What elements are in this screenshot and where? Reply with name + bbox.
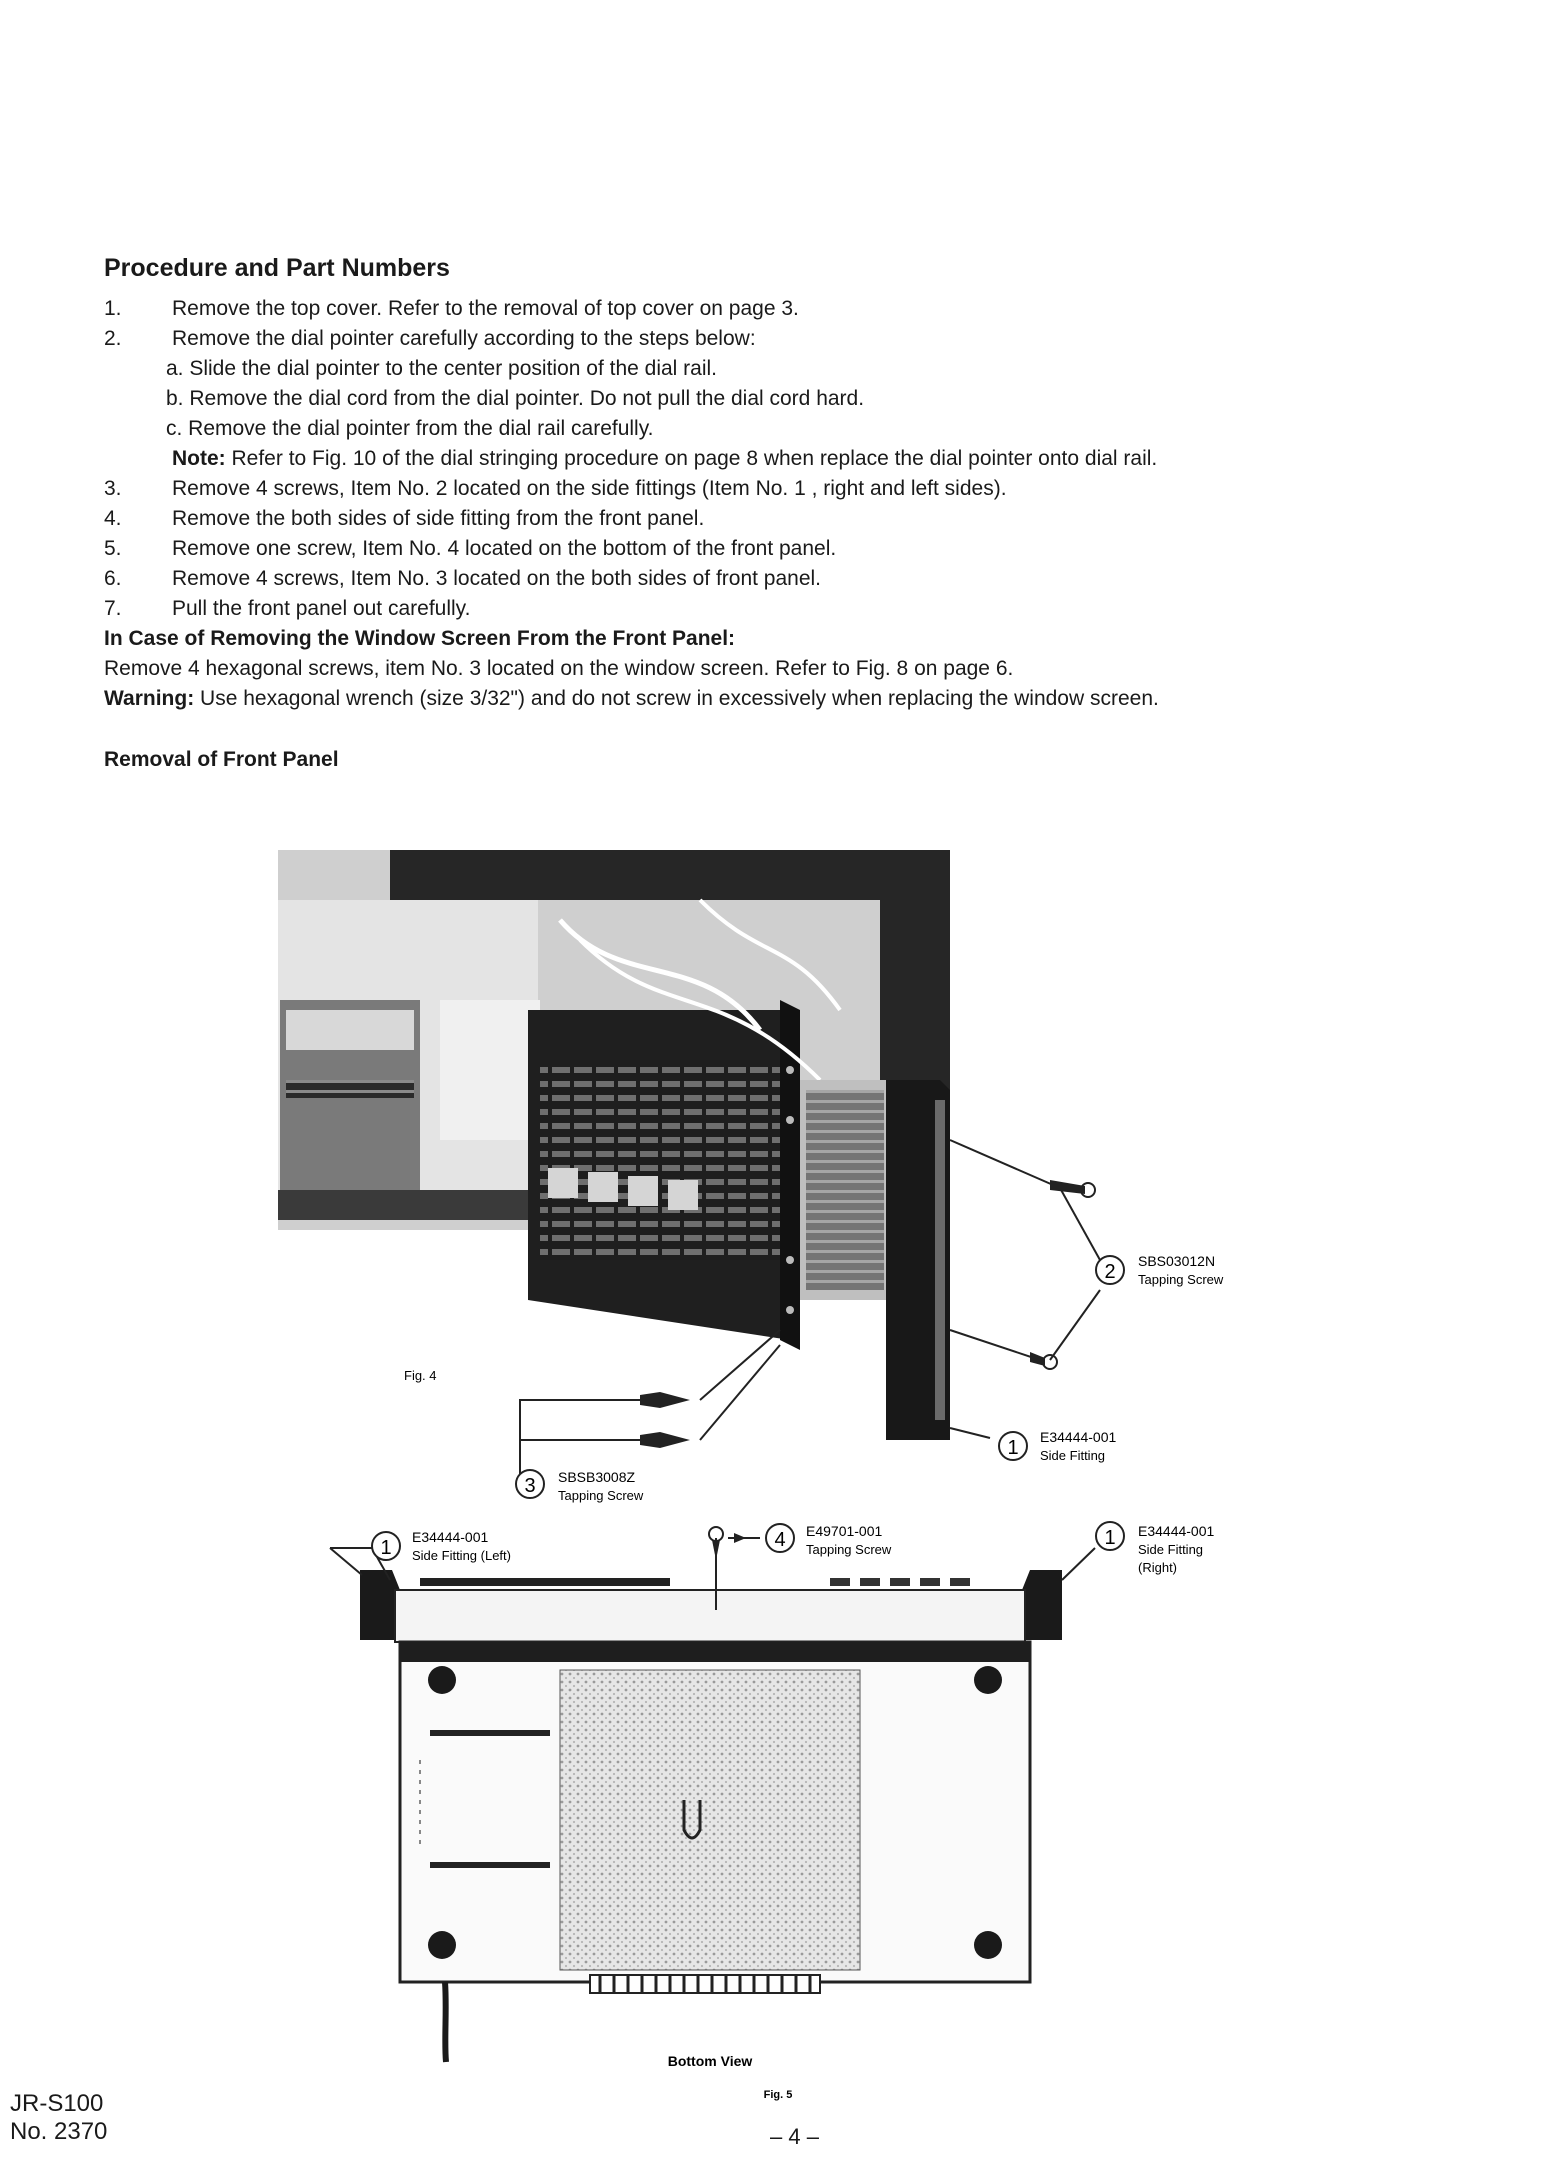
step-number: 5.: [104, 537, 122, 560]
part-number: E34444-001: [1040, 1429, 1117, 1445]
step-number: 1.: [104, 297, 122, 320]
page-number: – 4 –: [770, 2124, 819, 2149]
section-heading: Procedure and Part Numbers: [104, 254, 450, 282]
bottom-view-label: Bottom View: [667, 2053, 753, 2069]
step-number: 3.: [104, 477, 122, 500]
part-description-2: (Right): [1138, 1560, 1178, 1575]
step-text: Pull the front panel out carefully.: [172, 597, 471, 620]
callout-number: 1: [380, 1537, 392, 1559]
note-label: Note:: [172, 447, 226, 470]
window-screen-text: Remove 4 hexagonal screws, item No. 3 located on the window screen. Refer to Fig. 8 on page 6.: [104, 657, 1014, 680]
fig4-receiver-photo: [278, 850, 950, 1440]
part-description: Tapping Screw: [1138, 1272, 1224, 1287]
part-number: SBSB3008Z: [558, 1469, 636, 1485]
part-number: E34444-001: [1138, 1523, 1215, 1539]
document-number: No. 2370: [10, 2118, 108, 2145]
callout-1-side: [999, 1429, 1117, 1463]
part-description: Tapping Screw: [558, 1488, 644, 1503]
fig5-bottom-view: [360, 1538, 1062, 2062]
window-screen-heading: In Case of Removing the Window Screen From the Front Panel:: [104, 627, 736, 650]
substep-c: c. Remove the dial pointer from the dial rail carefully.: [166, 417, 654, 440]
step-text: Remove 4 screws, Item No. 3 located on the both sides of front panel.: [172, 567, 822, 590]
step-number: 2.: [104, 327, 122, 350]
note-text: Refer to Fig. 10 of the dial stringing procedure on page 8 when replace the dial pointer onto dial rail.: [225, 447, 1158, 470]
part-description: Side Fitting: [1138, 1542, 1204, 1557]
part-description: Side Fitting: [1040, 1448, 1106, 1463]
screw-icon: [709, 1527, 746, 1560]
warning-label: Warning:: [104, 687, 195, 710]
step-number: 6.: [104, 567, 122, 590]
step-number: 4.: [104, 507, 122, 530]
step-text: Remove the top cover. Refer to the removal of top cover on page 3.: [172, 297, 799, 320]
substep-a: a. Slide the dial pointer to the center position of the dial rail.: [166, 357, 718, 380]
warning-text: Use hexagonal wrench (size 3/32") and do not screw in excessively when replacing the window screen.: [194, 687, 1159, 710]
callout-number: 1: [1104, 1527, 1116, 1549]
callout-number: 4: [774, 1529, 786, 1551]
fig4-caption: Fig. 4: [404, 1368, 437, 1383]
substep-b: b. Remove the dial cord from the dial pointer. Do not pull the dial cord hard.: [166, 387, 865, 410]
model-number: JR-S100: [10, 2090, 104, 2117]
part-number: E34444-001: [412, 1529, 489, 1545]
callout-number: 1: [1007, 1437, 1019, 1459]
callout-1-right: [1096, 1522, 1215, 1575]
part-number: SBS03012N: [1138, 1253, 1216, 1269]
callout-number: 3: [524, 1475, 536, 1497]
part-description: Tapping Screw: [806, 1542, 892, 1557]
callout-number: 2: [1104, 1261, 1116, 1283]
removal-heading: Removal of Front Panel: [104, 748, 339, 771]
step-number: 7.: [104, 597, 122, 620]
footer-model-info: [10, 2090, 107, 2146]
step-text: Remove the dial pointer carefully according to the steps below:: [172, 327, 756, 350]
callout-3: [516, 1469, 644, 1503]
fig5-caption: Fig. 5: [763, 2089, 793, 2101]
callout-2: [1096, 1253, 1224, 1287]
callout-1-left: [372, 1529, 511, 1563]
step-text: Remove 4 screws, Item No. 2 located on the side fittings (Item No. 1 , right and left sides).: [172, 477, 1007, 500]
part-number: E49701-001: [806, 1523, 883, 1539]
step-text: Remove the both sides of side fitting from the front panel.: [172, 507, 705, 530]
part-description: Side Fitting (Left): [412, 1548, 511, 1563]
callout-4: [766, 1523, 892, 1557]
step-text: Remove one screw, Item No. 4 located on the bottom of the front panel.: [172, 537, 837, 560]
